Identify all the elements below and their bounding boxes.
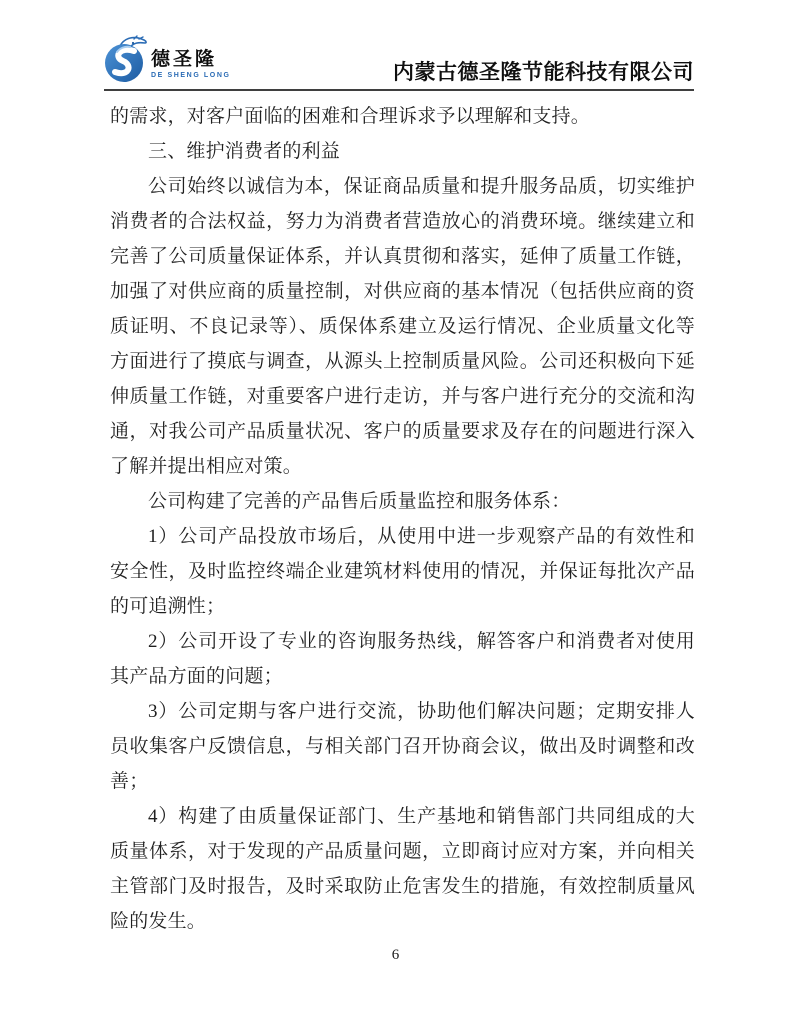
logo-name-cn: 德圣隆 (151, 48, 218, 70)
list-item-4: 4）构建了由质量保证部门、生产基地和销售部门共同组成的大质量体系，对于发现的产品质量问题，立即商讨应对方案，并向相关主管部门及时报告，及时采取防止危害发生的措施，有效控制质量风险的发生。 (110, 806, 695, 932)
document-body (110, 99, 695, 939)
section-heading: 三、维护消费者的利益 (148, 141, 341, 162)
dragon-s-icon (104, 34, 148, 84)
page-header (104, 34, 694, 91)
company-name-header: 内蒙古德圣隆节能科技有限公司 (393, 59, 694, 84)
logo-name-en: DE SHENG LONG (151, 71, 231, 79)
paragraph: 公司构建了完善的产品售后质量监控和服务体系： (148, 491, 571, 512)
page-footer (0, 947, 791, 964)
paragraph-continuation: 的需求，对客户面临的困难和合理诉求予以理解和支持。 (110, 106, 591, 127)
list-item-1: 1）公司产品投放市场后，从使用中进一步观察产品的有效性和安全性，及时监控终端企业建筑材料使用的情况，并保证每批次产品的可追溯性； (110, 526, 695, 617)
list-item-2: 2）公司开设了专业的咨询服务热线，解答客户和消费者对使用其产品方面的问题； (110, 631, 695, 687)
paragraph: 公司始终以诚信为本，保证商品质量和提升服务品质，切实维护消费者的合法权益，努力为消费者营造放心的消费环境。继续建立和完善了公司质量保证体系，并认真贯彻和落实，延伸了质量工作链，加强了对供应商的质量控制，对供应商的基本情况（包括供应商的资质证明、不良记录等）、质保体系建立及运行情况、企业质量文化等方面进行了摸底与调查，从源头上控制质量风险。公司还积极向下延伸质量工作链，对重要客户进行走访，并与客户进行充分的交流和沟通，对我公司产品质量状况、客户的质量要求及存在的问题进行深入了解并提出相应对策。 (110, 176, 695, 477)
list-item-3: 3）公司定期与客户进行交流，协助他们解决问题；定期安排人员收集客户反馈信息，与相关部门召开协商会议，做出及时调整和改善； (110, 701, 695, 792)
page-number: 6 (391, 947, 400, 963)
logo-wordmark (151, 40, 231, 79)
company-logo (104, 34, 231, 84)
